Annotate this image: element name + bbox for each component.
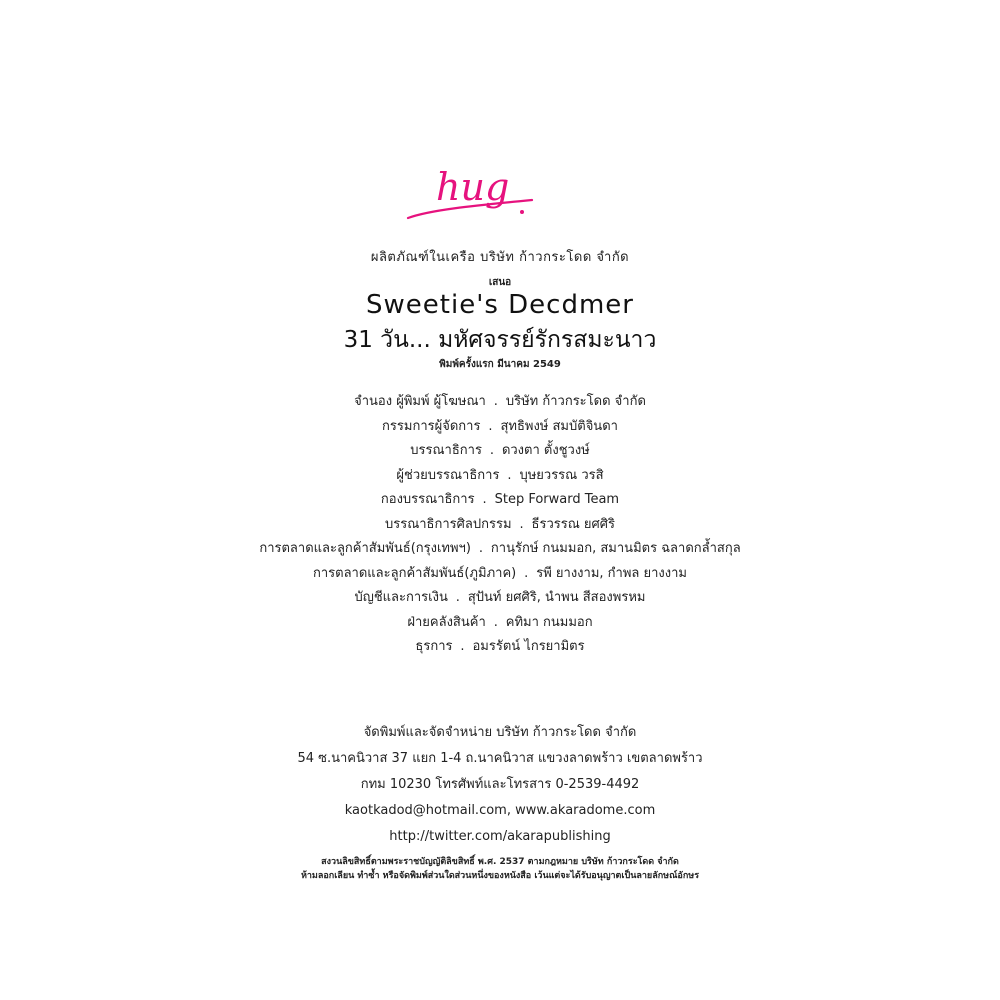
credit-role: การตลาดและลูกค้าสัมพันธ์(กรุงเทพฯ) [259,541,471,556]
credit-name: ดวงตา ตั้งชูวงษ์ [501,443,590,458]
credit-row: กองบรรณาธิการ . Step Forward Team [380,492,620,507]
imprint-line: ผลิตภัณฑ์ในเครือ บริษัท ก้าวกระโดด จำกัด [370,250,630,265]
credit-row: จำนอง ผู้พิมพ์ ผู้โฆษณา . บริษัท ก้าวกระโดด จำกัด [354,394,646,409]
credit-role: บรรณาธิการศิลปกรรม [384,516,512,532]
credit-name: คทิมา กนมมอก [505,614,593,630]
credit-row: บรรณาธิการ . ดวงตา ตั้งชูวงษ์ [410,443,590,458]
publisher-address: 54 ซ.นาคนิวาส 37 แยก 1-4 ถ.นาคนิวาส แขวงลาดพร้าว เขตลาดพร้าว [297,751,703,766]
credit-name: รพี ยางงาม, กำพล ยางงาม [536,565,687,581]
credit-row: การตลาดและลูกค้าสัมพันธ์(กรุงเทพฯ) . กานุรักษ์ กนมมอก, สมานมิตร ฉลาดกล้ำสกุล [259,541,741,556]
credit-role: ฝ่ายคลังสินค้า [407,614,486,630]
credit-name: Step Forward Team [494,492,620,507]
credit-row: บัญชีและการเงิน . สุปันท์ ยศศิริ, นำพน สีสองพรหม [354,590,646,605]
hug-logo [400,160,540,230]
copyright-notice [0,855,1000,883]
credit-role: บรรณาธิการ [410,443,482,458]
publisher-block [0,720,1000,850]
credit-name: กานุรักษ์ กนมมอก, สมานมิตร ฉลาดกล้ำสกุล [490,541,741,556]
publisher-twitter-link: http://twitter.com/akarapublishing [389,829,611,844]
credit-role: การตลาดและลูกค้าสัมพันธ์(ภูมิภาค) [313,565,517,581]
copyright-line: ห้ามลอกเลียน ทำซ้ำ หรือจัดพิมพ์ส่วนใดส่วนหนึ่งของหนังสือ เว้นแต่จะได้รับอนุญาตเป็นลายลักษณ์อักษร [300,871,700,881]
edition-line: พิมพ์ครั้งแรก มีนาคม 2549 [439,359,561,370]
credit-role: จำนอง ผู้พิมพ์ ผู้โฆษณา [354,394,486,409]
credit-role: กรรมการผู้จัดการ [382,418,481,434]
credit-role: ธุรการ [415,639,453,654]
credit-row: ผู้ช่วยบรรณาธิการ . บุษยวรรณ วรสิ [396,467,604,483]
credits-list [0,390,1000,660]
credit-row: ฝ่ายคลังสินค้า . คทิมา กนมมอก [407,614,593,630]
presents-label: เสนอ [488,277,512,288]
credit-role: กองบรรณาธิการ [380,492,475,507]
credit-name: อมรรัตน์ ไกรยามิตร [472,639,585,654]
book-subtitle: 31 วัน... มหัศจรรย์รักรสมะนาว [343,327,657,353]
credit-row: ธุรการ . อมรรัตน์ ไกรยามิตร [415,639,585,654]
credit-name: สุทธิพงษ์ สมบัติจินดา [500,418,618,434]
copyright-line: สงวนลิขสิทธิ์ตามพระราชบัญญัติลิขสิทธิ์ พ.ศ. 2537 ตามกฎหมาย บริษัท ก้าวกระโดด จำกัด [321,857,679,867]
credit-name: บริษัท ก้าวกระโดด จำกัด [505,394,646,409]
logo-wordmark: hug [436,165,510,209]
credit-name: ธีรวรรณ ยศศิริ [531,516,616,532]
credit-name: สุปันท์ ยศศิริ, นำพน สีสองพรหม [467,590,646,605]
publisher-phone: กทม 10230 โทรศัพท์และโทรสาร 0-2539-4492 [360,777,640,792]
publisher-email-website: kaotkadod@hotmail.com, www.akaradome.com [344,803,656,818]
credit-role: บัญชีและการเงิน [354,590,448,605]
credit-row: กรรมการผู้จัดการ . สุทธิพงษ์ สมบัติจินดา [382,418,618,434]
publisher-name: จัดพิมพ์และจัดจำหน่าย บริษัท ก้าวกระโดด จำกัด [363,725,637,740]
credit-row: การตลาดและลูกค้าสัมพันธ์(ภูมิภาค) . รพี ยางงาม, กำพล ยางงาม [313,565,687,581]
credit-role: ผู้ช่วยบรรณาธิการ [396,467,500,483]
credit-row: บรรณาธิการศิลปกรรม . ธีรวรรณ ยศศิริ [384,516,616,532]
credit-name: บุษยวรรณ วรสิ [519,467,604,483]
book-title: Sweetie's Decdmer [366,290,634,320]
